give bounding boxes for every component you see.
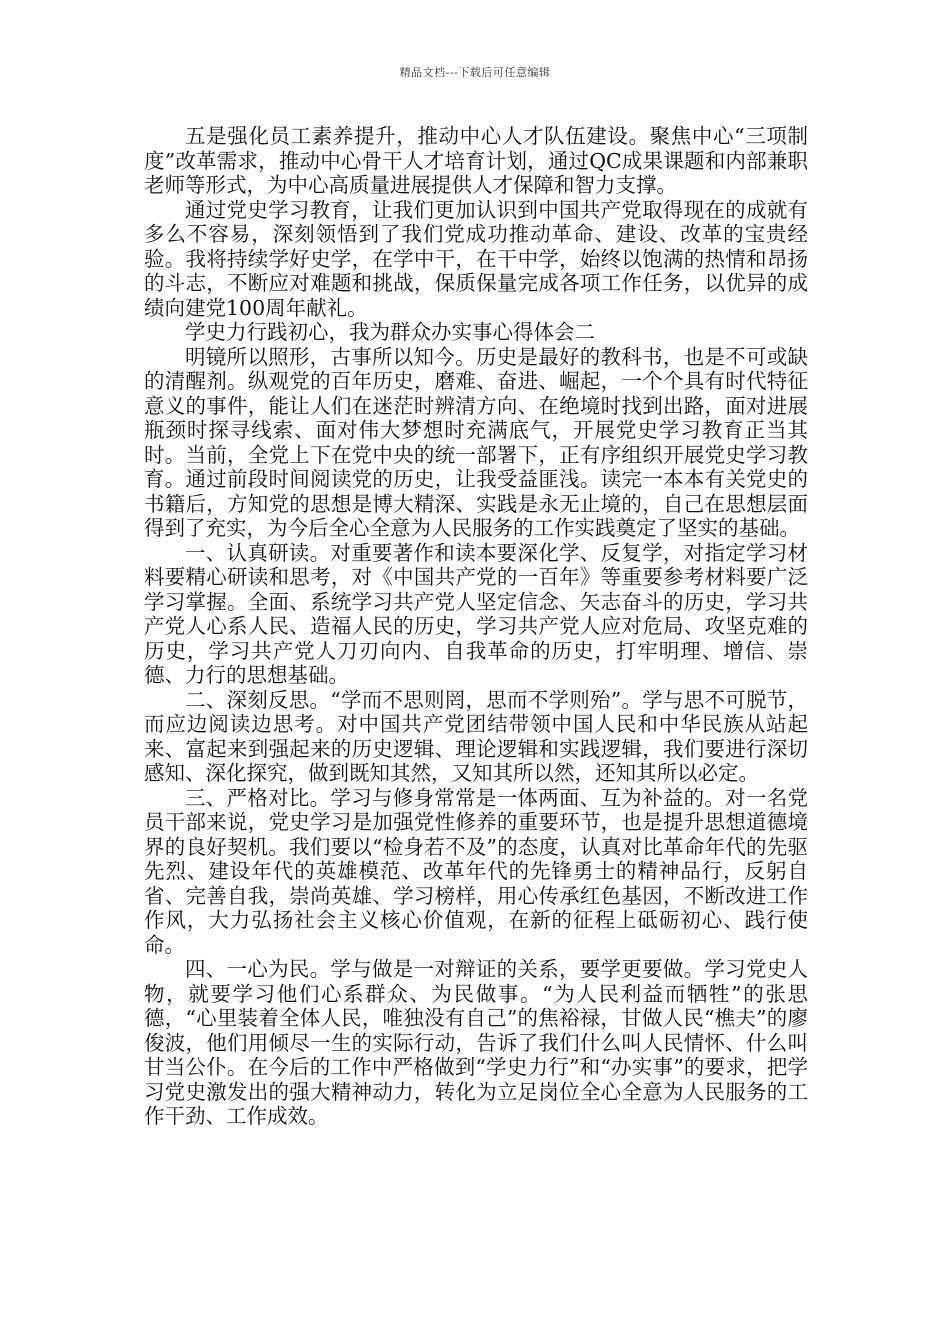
page-header: 精品文档---下载后可任意编辑: [399, 66, 551, 79]
paragraph-5: 二、深刻反思。“学而不思则罔，思而不学则殆”。学与思不可脱节，而应边阅读边思考。对中国共产党团结带领中国人民和中华民族从站起来、富起来到强起来的历史逻辑、理论逻辑和实践逻辑，我们要进行深切感知、深化探究，做到既知其然，又知其所以然，还知其所以必定。: [144, 687, 808, 785]
section-title: 学史力行践初心，我为群众办实事心得体会二: [185, 320, 595, 344]
document-body: [144, 124, 808, 1129]
paragraph-3: 明镜所以照形，古事所以知今。历史是最好的教科书，也是不可或缺的清醒剂。纵观党的百年历史，磨难、奋进、崛起，一个个具有时代特征意义的事件，能让人们在迷茫时辨清方向、在绝境时找到出路，面对进展瓶颈时探寻线索、面对伟大梦想时充满底气，开展党史学习教育正当其时。当前，全党上下在党中央的统一部署下，正有序组织开展党史学习教育。通过前段时间阅读党的历史，让我受益匪浅。读完一本本有关党史的书籍后，方知党的思想是博大精深、实践是永无止境的，自己在思想层面得到了充实，为今后全心全意为人民服务的工作实践奠定了坚实的基础。: [144, 344, 808, 540]
paragraph-2: 通过党史学习教育，让我们更加认识到中国共产党取得现在的成就有多么不容易，深刻领悟到了我们党成功推动革命、建设、改革的宝贵经验。我将持续学好史学，在学中干，在干中学，始终以饱满的热情和昂扬的斗志，不断应对难题和挑战，保质保量完成各项工作任务，以优异的成绩向建党100周年献礼。: [144, 197, 808, 320]
paragraph-1: 五是强化员工素养提升，推动中心人才队伍建设。聚焦中心“三项制度”改革需求，推动中心骨干人才培育计划，通过QC成果课题和内部兼职老师等形式，为中心高质量进展提供人才保障和智力支撑。: [144, 124, 808, 197]
paragraph-7: 四、一心为民。学与做是一对辩证的关系，要学更要做。学习党史人物，就要学习他们心系群众、为民做事。“为人民利益而牺牲”的张思德，“心里装着全体人民，唯独没有自己”的焦裕禄，甘做人民“樵夫”的廖俊波，他们用倾尽一生的实际行动，告诉了我们什么叫人民情怀、什么叫甘当公仆。在今后的工作中严格做到“学史力行”和“办实事”的要求，把学习党史激发出的强大精神动力，转化为立足岗位全心全意为人民服务的工作干劲、工作成效。: [144, 957, 808, 1128]
paragraph-6: 三、严格对比。学习与修身常常是一体两面、互为补益的。对一名党员干部来说，党史学习是加强党性修养的重要环节，也是提升思想道德境界的良好契机。我们要以“检身若不及”的态度，认真对比革命年代的先驱先烈、建设年代的英雄模范、改革年代的先锋勇士的精神品行，反躬自省、完善自我，崇尚英雄、学习榜样，用心传承红色基因，不断改进工作作风，大力弘扬社会主义核心价值观，在新的征程上砥砺初心、践行使命。: [144, 785, 808, 957]
paragraph-4: 一、认真研读。对重要著作和读本要深化学、反复学，对指定学习材料要精心研读和思考，对《中国共产党的一百年》等重要参考材料要广泛学习掌握。全面、系统学习共产党人坚定信念、矢志奋斗的历史，学习共产党人心系人民、造福人民的历史，学习共产党人应对危局、攻坚克难的历史，学习共产党人刀刃向内、自我革命的历史，打牢明理、增信、崇德、力行的思想基础。: [144, 540, 808, 687]
